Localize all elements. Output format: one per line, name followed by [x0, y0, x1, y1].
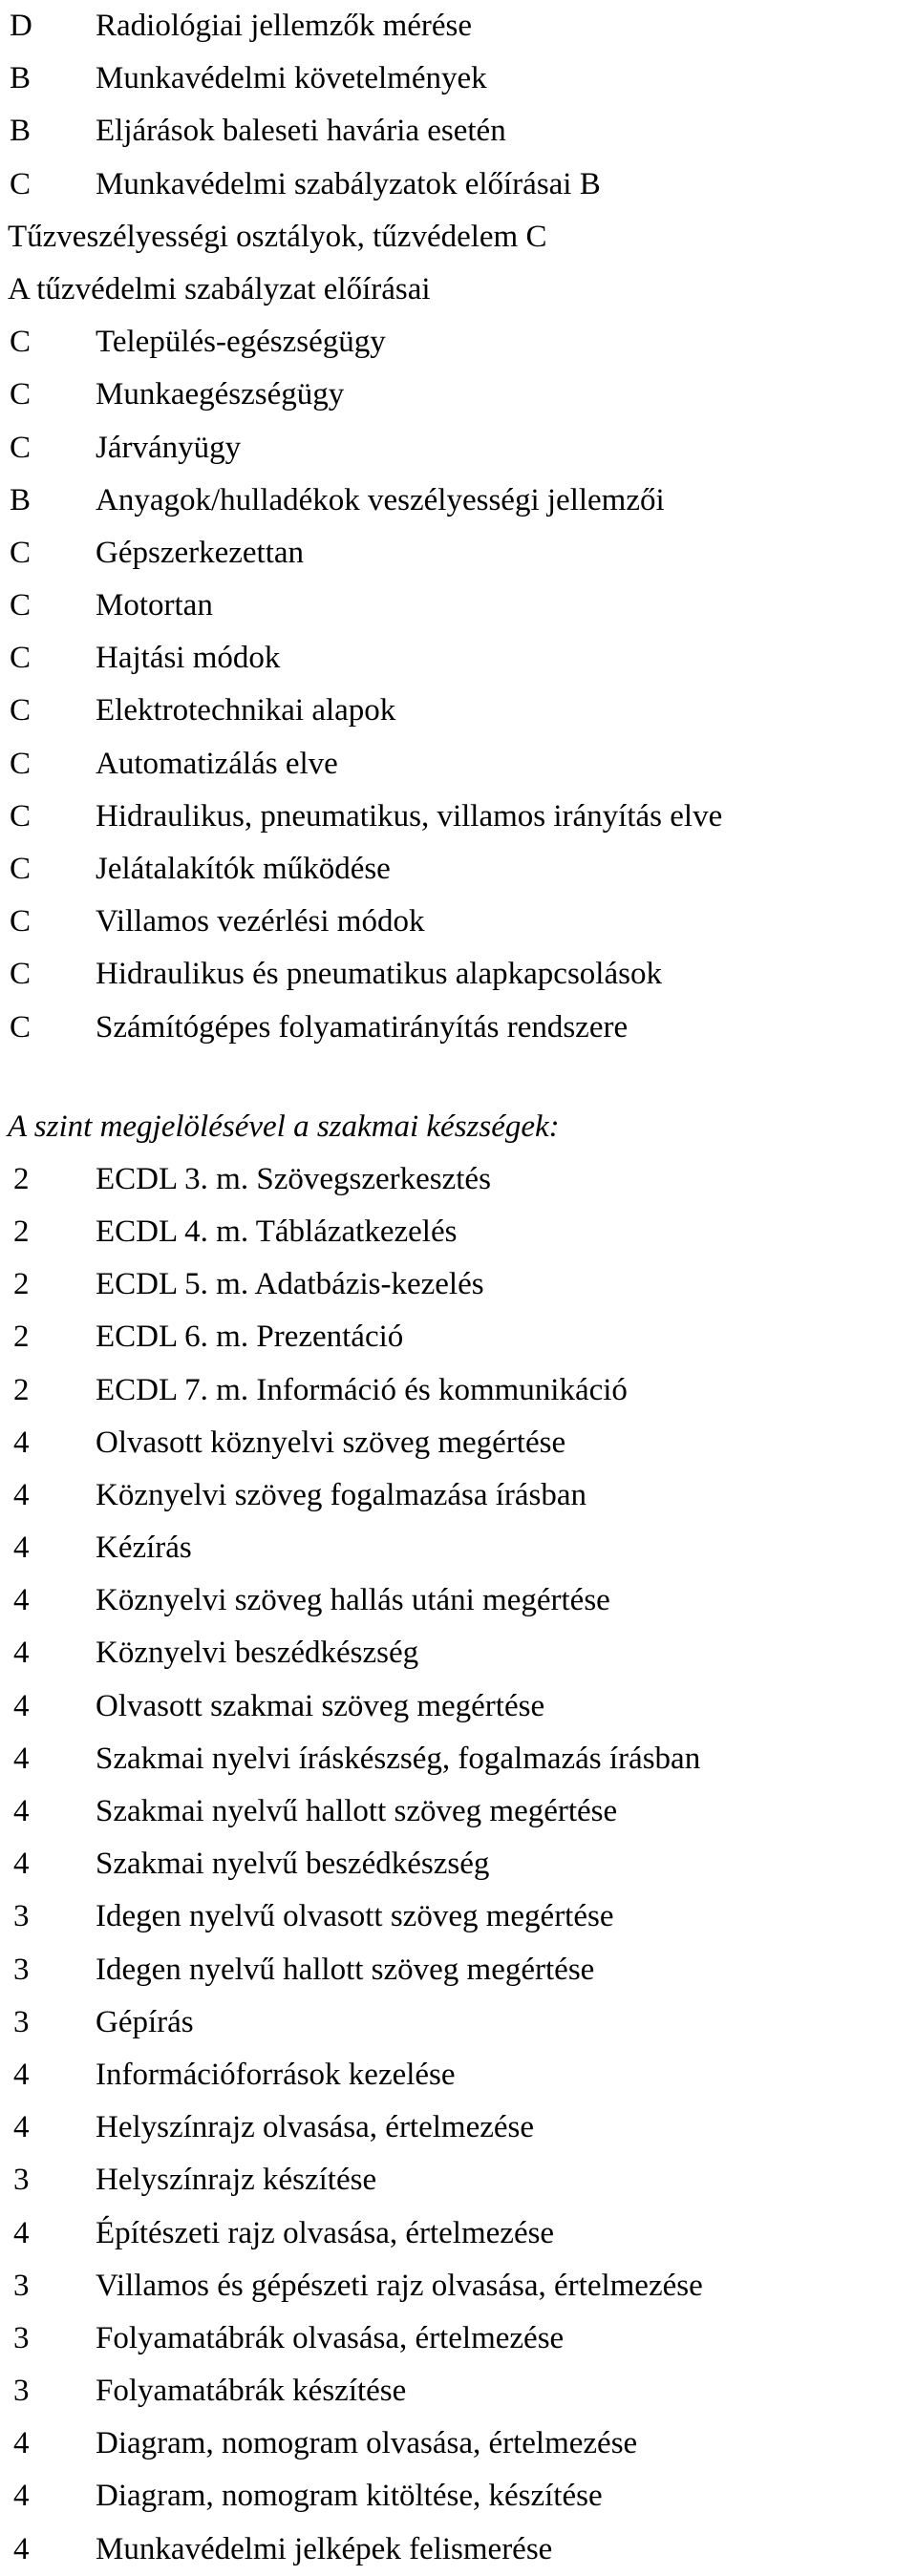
skill-level: 3 [13, 2320, 30, 2355]
topic-row [0, 738, 917, 791]
skill-label: Munkavédelmi jelképek felismerése [96, 2531, 553, 2566]
skill-level: 4 [13, 1847, 30, 1882]
skill-label: ECDL 6. m. Prezentáció [96, 1320, 404, 1355]
topic-code: C [10, 535, 32, 570]
section-gap [0, 1054, 917, 1100]
skill-row [0, 2365, 917, 2418]
skill-row [0, 1417, 917, 1469]
skill-row [0, 1785, 917, 1838]
skill-row [0, 2101, 917, 2154]
skill-row [0, 1522, 917, 1574]
topic-code: C [10, 588, 32, 623]
topic-label: Település-egészségügy [96, 325, 386, 360]
topic-label: Anyagok/hulladékok veszélyességi jellemzői [96, 482, 665, 517]
topic-label: Motortan [96, 588, 213, 623]
topic-label: Hidraulikus, pneumatikus, villamos irányítás elve [96, 798, 723, 834]
topic-row [0, 475, 917, 527]
skill-row [0, 1627, 917, 1679]
topic-code: C [10, 325, 32, 360]
skill-level: 2 [13, 1161, 30, 1196]
skill-label: Szakmai nyelvű beszédkészség [96, 1847, 490, 1882]
skill-label: Helyszínrajz olvasása, értelmezése [96, 2110, 535, 2145]
skill-label: Köznyelvi szöveg hallás utáni megértése [96, 1583, 610, 1618]
skill-row [0, 2470, 917, 2523]
topic-code: B [10, 114, 32, 149]
topic-label: Munkaegészségügy [96, 377, 345, 412]
skill-level: 4 [13, 1425, 30, 1460]
topic-code: B [10, 61, 32, 96]
skill-level: 3 [13, 2268, 30, 2303]
topic-row [0, 53, 917, 105]
skill-label: ECDL 4. m. Táblázatkezelés [96, 1214, 458, 1249]
skill-row [0, 1944, 917, 1996]
topic-label: A tűzvédelmi szabályzat előírásai [8, 271, 431, 306]
skill-level: 4 [13, 2057, 30, 2092]
skill-label: Szakmai nyelvi íráskészség, fogalmazás írásban [96, 1741, 701, 1776]
skill-label: Folyamatábrák készítése [96, 2374, 407, 2409]
topic-label: Gépszerkezettan [96, 535, 305, 570]
skill-label: Olvasott köznyelvi szöveg megértése [96, 1425, 566, 1460]
topic-row [0, 580, 917, 632]
skill-label: Gépírás [96, 2004, 194, 2039]
topic-label: Járványügy [96, 430, 242, 465]
skill-level: 4 [13, 1794, 30, 1828]
topic-label: Munkavédelmi követelmények [96, 61, 487, 96]
skill-label: ECDL 5. m. Adatbázis-kezelés [96, 1267, 484, 1302]
skill-row [0, 1469, 917, 1522]
topic-code: C [10, 693, 32, 728]
skill-level: 4 [13, 1477, 30, 1512]
skill-label: Idegen nyelvű hallott szöveg megértése [96, 1952, 595, 1987]
topic-code: C [10, 1009, 32, 1045]
skill-level: 4 [13, 2531, 30, 2566]
topic-code: C [10, 904, 32, 940]
skill-row [0, 2523, 917, 2576]
topic-row-wrapped [0, 211, 917, 264]
skill-level: 4 [13, 2110, 30, 2145]
topic-row [0, 685, 917, 737]
skill-row [0, 2049, 917, 2101]
skill-label: Köznyelvi szöveg fogalmazása írásban [96, 1477, 587, 1512]
skill-label: ECDL 7. m. Információ és kommunikáció [96, 1372, 628, 1407]
topic-label: Automatizálás elve [96, 746, 338, 781]
skill-row [0, 1733, 917, 1785]
skill-row [0, 1364, 917, 1417]
topic-row [0, 527, 917, 580]
skill-level: 2 [13, 1320, 30, 1355]
skill-level: 4 [13, 1636, 30, 1671]
topic-label: Számítógépes folyamatirányítás rendszere [96, 1009, 629, 1045]
skill-row [0, 1153, 917, 1206]
skill-row [0, 1680, 917, 1733]
topic-code: C [10, 166, 32, 201]
skill-row [0, 2418, 917, 2470]
topic-row [0, 105, 917, 158]
skill-level: 4 [13, 2215, 30, 2250]
topic-label: Hidraulikus és pneumatikus alapkapcsolások [96, 957, 662, 992]
skill-label: Építészeti rajz olvasása, értelmezése [96, 2215, 555, 2250]
topic-label: Eljárások baleseti havária esetén [96, 114, 506, 149]
topic-row [0, 1002, 917, 1054]
skill-row [0, 1206, 917, 1258]
topic-row [0, 791, 917, 843]
topic-label: Elektrotechnikai alapok [96, 693, 396, 728]
skill-level: 3 [13, 2004, 30, 2039]
skill-row [0, 1890, 917, 1943]
skill-label: Idegen nyelvű olvasott szöveg megértése [96, 1899, 614, 1934]
skills-heading: A szint megjelölésével a szakmai készségek: [8, 1109, 560, 1144]
skill-level: 4 [13, 1531, 30, 1566]
skill-label: Diagram, nomogram kitöltése, készítése [96, 2479, 603, 2514]
topic-row [0, 422, 917, 475]
skill-label: ECDL 3. m. Szövegszerkesztés [96, 1161, 491, 1196]
skill-level: 2 [13, 1372, 30, 1407]
topic-code: B [10, 482, 32, 517]
skill-label: Folyamatábrák olvasása, értelmezése [96, 2320, 565, 2355]
skill-row [0, 2312, 917, 2365]
skill-level: 4 [13, 1688, 30, 1723]
skill-label: Helyszínrajz készítése [96, 2163, 377, 2198]
topic-label: Villamos vezérlési módok [96, 904, 425, 940]
topic-row-wrapped [0, 264, 917, 316]
skill-row [0, 1574, 917, 1627]
topic-row [0, 0, 917, 53]
skill-level: 3 [13, 1899, 30, 1934]
skill-row [0, 1838, 917, 1890]
topic-code: D [10, 9, 32, 43]
skill-row [0, 1996, 917, 2049]
skill-row [0, 2260, 917, 2312]
skill-level: 3 [13, 2374, 30, 2409]
skill-label: Diagram, nomogram olvasása, értelmezése [96, 2426, 638, 2461]
topic-row [0, 843, 917, 896]
skill-label: Szakmai nyelvű hallott szöveg megértése [96, 1794, 618, 1828]
topic-list [0, 0, 917, 1054]
skill-label: Olvasott szakmai szöveg megértése [96, 1688, 545, 1723]
skill-level: 4 [13, 1583, 30, 1618]
skill-level: 4 [13, 2479, 30, 2514]
topic-row [0, 369, 917, 421]
topic-code: C [10, 957, 32, 992]
skill-label: Információforrások kezelése [96, 2057, 456, 2092]
topic-row [0, 948, 917, 1001]
topic-code: C [10, 430, 32, 465]
topic-label: Hajtási módok [96, 641, 281, 676]
skill-level: 2 [13, 1267, 30, 1302]
topic-row [0, 316, 917, 369]
skill-label: Köznyelvi beszédkészség [96, 1636, 419, 1671]
topic-row [0, 896, 917, 948]
topic-code: C [10, 798, 32, 834]
skill-level: 4 [13, 2426, 30, 2461]
topic-row [0, 632, 917, 685]
skill-row [0, 2154, 917, 2206]
skill-level: 4 [13, 1741, 30, 1776]
skill-row [0, 1311, 917, 1363]
topic-label: Jelátalakítók működése [96, 852, 391, 886]
topic-code: C [10, 641, 32, 676]
topic-row [0, 158, 917, 211]
skills-list [0, 1153, 917, 2576]
skill-label: Kézírás [96, 1531, 192, 1566]
topic-code: C [10, 852, 32, 886]
topic-label: Radiológiai jellemzők mérése [96, 9, 473, 43]
topic-label: Tűzveszélyességi osztályok, tűzvédelem C [8, 219, 547, 254]
skill-level: 3 [13, 2163, 30, 2198]
topic-code: C [10, 377, 32, 412]
skill-level: 2 [13, 1214, 30, 1249]
skill-label: Villamos és gépészeti rajz olvasása, értelmezése [96, 2268, 703, 2303]
skill-row [0, 2207, 917, 2260]
topic-label: Munkavédelmi szabályzatok előírásai B [96, 166, 601, 201]
skill-level: 3 [13, 1952, 30, 1987]
topic-code: C [10, 746, 32, 781]
skill-row [0, 1258, 917, 1311]
